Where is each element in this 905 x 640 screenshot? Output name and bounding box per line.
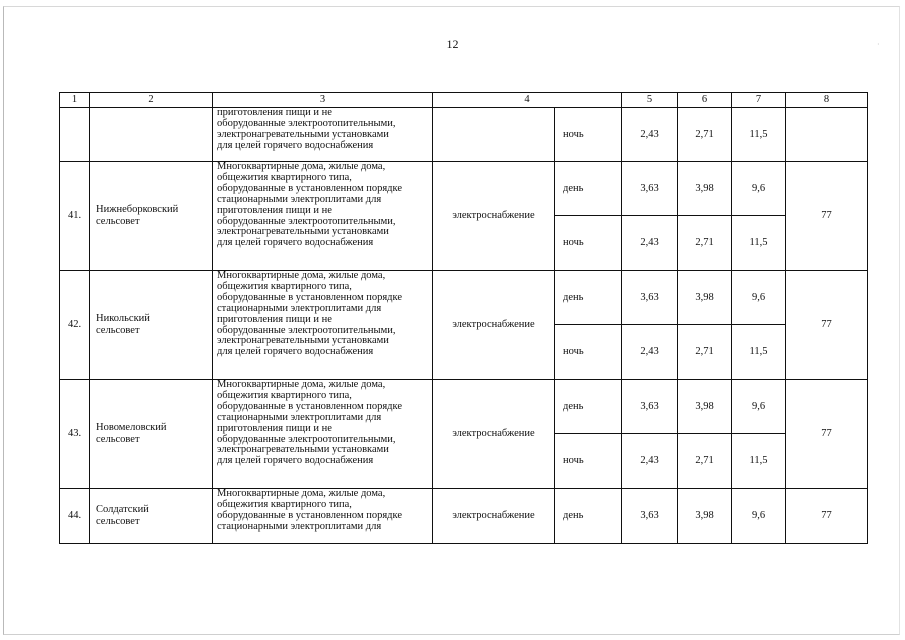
value-col6: 2,71 [678,434,732,489]
value-col6: 3,98 [678,380,732,434]
service-cell [433,108,555,162]
description-cell: Многоквартирные дома, жилые дома, общежития квартирного типа, оборудованные в установленном порядке стационарными электроплитами для приготовления пищи и не оборудованные электроотопительными, электронагревательными установками для целей горячего водоснабжения [213,162,433,271]
value-col7: 9,6 [732,489,786,544]
municipality-cell: Новомеловский сельсовет [90,380,213,489]
municipality-cell: Никольский сельсовет [90,271,213,380]
value-col5: 2,43 [622,434,678,489]
tariff-table [59,92,868,544]
col8-cell [786,108,868,162]
col8-cell: 77 [786,162,868,271]
service-cell: электроснабжение [433,489,555,544]
table-row [60,271,868,325]
column-header: 5 [622,93,678,108]
period-cell: ночь [555,216,622,271]
service-cell: электроснабжение [433,271,555,380]
value-col5: 3,63 [622,162,678,216]
column-header: 7 [732,93,786,108]
municipality-cell: Нижнеборковский сельсовет [90,162,213,271]
column-header: 8 [786,93,868,108]
service-cell: электроснабжение [433,380,555,489]
description-cell: приготовления пищи и не оборудованные электроотопительными, электронагревательными установками для целей горячего водоснабжения [213,108,433,162]
value-col6: 2,71 [678,325,732,380]
period-cell: ночь [555,434,622,489]
col8-cell: 77 [786,380,868,489]
period-cell: ночь [555,325,622,380]
column-header: 1 [60,93,90,108]
table-row-continuation [60,108,868,162]
value-col5: 3,63 [622,380,678,434]
table-row [60,489,868,544]
value-col7: 11,5 [732,108,786,162]
row-number: 43. [60,380,90,489]
period-cell: день [555,380,622,434]
value-col5: 2,43 [622,325,678,380]
col8-cell: 77 [786,271,868,380]
row-number: 41. [60,162,90,271]
table-row [60,380,868,434]
page-number: 12 [446,37,459,51]
table-header-row [60,93,868,108]
value-col6: 3,98 [678,271,732,325]
value-col6: 2,71 [678,108,732,162]
municipality-cell [90,108,213,162]
value-col7: 9,6 [732,271,786,325]
row-number: 44. [60,489,90,544]
value-col5: 3,63 [622,271,678,325]
period-cell: день [555,162,622,216]
description-cell: Многоквартирные дома, жилые дома, общежития квартирного типа, оборудованные в установленном порядке стационарными электроплитами для [213,489,433,544]
value-col7: 11,5 [732,434,786,489]
period-cell: день [555,489,622,544]
value-col5: 3,63 [622,489,678,544]
row-number: 42. [60,271,90,380]
period-cell: день [555,271,622,325]
value-col7: 11,5 [732,216,786,271]
scan-mark: · [877,40,880,49]
value-col7: 9,6 [732,380,786,434]
table-row [60,162,868,216]
value-col5: 2,43 [622,216,678,271]
value-col5: 2,43 [622,108,678,162]
municipality-cell: Солдатский сельсовет [90,489,213,544]
value-col7: 11,5 [732,325,786,380]
row-number [60,108,90,162]
col8-cell: 77 [786,489,868,544]
column-header: 3 [213,93,433,108]
column-header: 2 [90,93,213,108]
period-cell: ночь [555,108,622,162]
service-cell: электроснабжение [433,162,555,271]
description-cell: Многоквартирные дома, жилые дома, общежития квартирного типа, оборудованные в установленном порядке стационарными электроплитами для приготовления пищи и не оборудованные электроотопительными, электронагревательными установками для целей горячего водоснабжения [213,271,433,380]
value-col7: 9,6 [732,162,786,216]
column-header: 6 [678,93,732,108]
column-header: 4 [433,93,622,108]
value-col6: 2,71 [678,216,732,271]
description-cell: Многоквартирные дома, жилые дома, общежития квартирного типа, оборудованные в установленном порядке стационарными электроплитами для приготовления пищи и не оборудованные электроотопительными, электронагревательными установками для целей горячего водоснабжения [213,380,433,489]
value-col6: 3,98 [678,162,732,216]
value-col6: 3,98 [678,489,732,544]
